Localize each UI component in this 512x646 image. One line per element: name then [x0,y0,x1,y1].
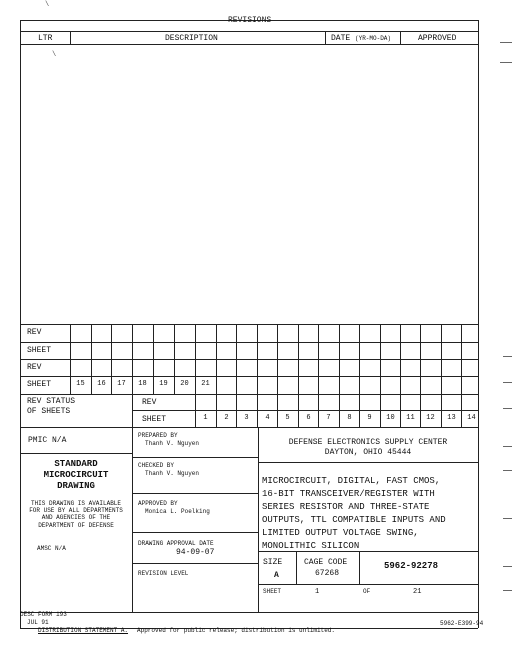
sheet-label: SHEET [142,415,167,424]
agency-address: DAYTON, OHIO 45444 [324,447,412,457]
approval-date-label: DRAWING APPROVAL DATE [138,540,214,547]
of-value: 21 [413,588,422,596]
availability-line-1: THIS DRAWING IS AVAILABLE [30,500,121,507]
prepared-by-label: PREPARED BY [138,432,178,439]
cage-code-label: CAGE CODE [304,558,348,567]
sheet-number: 1 [203,414,208,422]
form-number: DESC FORM 193 [20,611,67,618]
availability-line-3: AND AGENCIES OF THE [41,514,111,522]
standard-line-1: STANDARD [54,459,98,469]
device-title-line: LIMITED OUTPUT VOLTAGE SWING, [262,528,419,538]
sheet-number: 21 [201,380,210,388]
sheet-number: 12 [426,414,435,422]
distribution-statement-text: Approved for public release; distribution is unlimited. [137,627,336,634]
sheet-number: 3 [244,414,249,422]
scan-speck-top: \ [45,1,50,9]
sheet-number: 20 [180,380,189,388]
sheet-label: SHEET [27,346,52,355]
checked-by-name: Thanh V. Nguyen [145,470,200,477]
device-title [262,475,446,553]
sheet-number: 10 [386,414,395,422]
sheet-number: 4 [265,414,270,422]
form-date: JUL 91 [27,619,49,626]
standard-line-2: MICROCIRCUIT [43,469,109,480]
sheet-label: SHEET [27,380,52,389]
sheet-label: SHEET [263,588,282,595]
sheet-number: 14 [467,414,476,422]
checked-by-label: CHECKED BY [138,462,175,469]
standard-line-3: DRAWING [57,480,95,491]
col-approved-header: APPROVED [418,34,457,43]
device-title-line: 16-BIT TRANSCEIVER/REGISTER WITH [262,489,435,499]
sheet-number: 11 [406,414,415,422]
sheet-value: 1 [315,588,320,596]
standard-microcircuit-drawing [20,459,132,491]
rev-label: REV [27,363,42,372]
device-title-line: SERIES RESISTOR AND THREE-STATE [262,502,430,512]
document-code: 5962-E399-94 [440,620,484,627]
col-description-header: DESCRIPTION [165,34,218,43]
drawing-number: 5962-92278 [384,561,439,571]
amsc-label: AMSC N/A [37,545,66,552]
scan-speck-mid: \ [52,51,57,59]
revision-level-label: REVISION LEVEL [138,570,189,577]
col-date-header: DATE [331,34,351,43]
availability-note [20,500,132,529]
sheet-number: 8 [347,414,352,422]
agency-block [258,438,478,457]
of-sheets-label: OF SHEETS [27,407,71,416]
prepared-by-name: Thanh V. Nguyen [145,440,200,447]
sheet-number: 18 [138,380,147,388]
approved-by-name: Monica L. Poelking [145,508,210,515]
sheet-number: 9 [367,414,372,422]
col-date-format: (YR-MO-DA) [355,35,392,42]
rev-status-label: REV STATUS [27,397,76,406]
availability-line-4: DEPARTMENT OF DEFENSE [38,521,114,529]
pmic-label: PMIC N/A [28,436,67,445]
agency-name: DEFENSE ELECTRONICS SUPPLY CENTER [288,438,448,447]
sheet-number: 16 [97,380,106,388]
sheet-number: 15 [76,380,85,388]
of-label: OF [363,588,371,595]
sheet-number: 7 [326,414,331,422]
availability-line-2: FOR USE BY ALL DEPARTMENTS [29,507,123,515]
rev-label: REV [142,398,157,407]
cage-code-value: 67268 [315,569,340,578]
sheet-number: 2 [224,414,229,422]
sheet-number: 6 [306,414,311,422]
approval-date: 94-09-07 [176,548,215,557]
device-title-line: MICROCIRCUIT, DIGITAL, FAST CMOS, [262,476,441,486]
sheet-number: 13 [447,414,456,422]
device-title-line: OUTPUTS, TTL COMPATIBLE INPUTS AND [262,515,446,525]
revisions-title: REVISIONS [228,16,272,25]
size-label: SIZE [263,558,283,567]
sheet-number: 19 [159,380,168,388]
size-value: A [274,571,279,580]
distribution-statement-label: DISTRIBUTION STATEMENT A. [38,627,129,634]
sheet-number: 5 [285,414,290,422]
approved-by-label: APPROVED BY [138,500,178,507]
col-ltr-header: LTR [38,34,53,43]
rev-label: REV [27,328,42,337]
sheet-number: 17 [117,380,126,388]
device-title-line: MONOLITHIC SILICON [262,541,360,551]
